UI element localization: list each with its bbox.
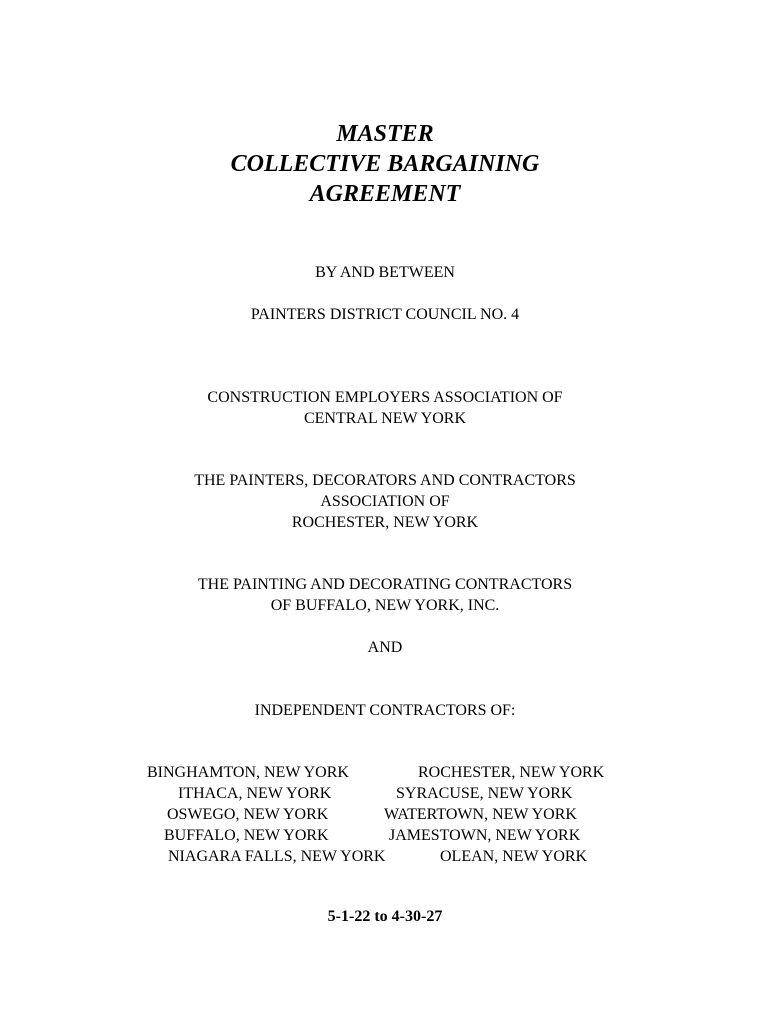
city-row bbox=[0, 846, 770, 867]
title-line-1: MASTER bbox=[336, 121, 434, 147]
agreement-term: 5-1-22 to 4-30-27 bbox=[327, 908, 443, 925]
independent-contractors: INDEPENDENT CONTRACTORS OF: bbox=[254, 702, 516, 719]
by-and-between: BY AND BETWEEN bbox=[315, 264, 455, 281]
title-line-2: COLLECTIVE BARGAINING bbox=[230, 151, 540, 177]
party-rochester-line-1: THE PAINTERS, DECORATORS AND CONTRACTORS bbox=[194, 472, 576, 489]
city-row bbox=[0, 762, 770, 783]
city-list bbox=[0, 762, 770, 867]
city-left: BUFFALO, NEW YORK bbox=[164, 827, 329, 844]
party-buffalo bbox=[0, 574, 770, 616]
city-left: OSWEGO, NEW YORK bbox=[167, 806, 329, 823]
title-line-3: AGREEMENT bbox=[309, 181, 461, 207]
city-left: NIAGARA FALLS, NEW YORK bbox=[168, 848, 386, 865]
party-cea-line-2: CENTRAL NEW YORK bbox=[303, 410, 467, 427]
party-rochester-line-2: ASSOCIATION OF bbox=[320, 493, 450, 510]
city-right: OLEAN, NEW YORK bbox=[440, 848, 588, 865]
party-cea bbox=[0, 387, 770, 429]
city-row bbox=[0, 804, 770, 825]
city-right: SYRACUSE, NEW YORK bbox=[396, 785, 573, 802]
city-left: ITHACA, NEW YORK bbox=[178, 785, 332, 802]
city-right: ROCHESTER, NEW YORK bbox=[418, 764, 605, 781]
union-name: PAINTERS DISTRICT COUNCIL NO. 4 bbox=[250, 306, 520, 323]
city-row bbox=[0, 825, 770, 846]
city-right: JAMESTOWN, NEW YORK bbox=[389, 827, 581, 844]
party-buffalo-line-2: OF BUFFALO, NEW YORK, INC. bbox=[270, 597, 500, 614]
party-cea-line-1: CONSTRUCTION EMPLOYERS ASSOCIATION OF bbox=[207, 389, 563, 406]
document-title bbox=[0, 119, 770, 209]
party-rochester-line-3: ROCHESTER, NEW YORK bbox=[291, 514, 479, 531]
city-left: BINGHAMTON, NEW YORK bbox=[147, 764, 349, 781]
city-right: WATERTOWN, NEW YORK bbox=[384, 806, 577, 823]
and-label: AND bbox=[367, 639, 403, 656]
party-rochester bbox=[0, 470, 770, 533]
city-row bbox=[0, 783, 770, 804]
party-buffalo-line-1: THE PAINTING AND DECORATING CONTRACTORS bbox=[197, 576, 573, 593]
